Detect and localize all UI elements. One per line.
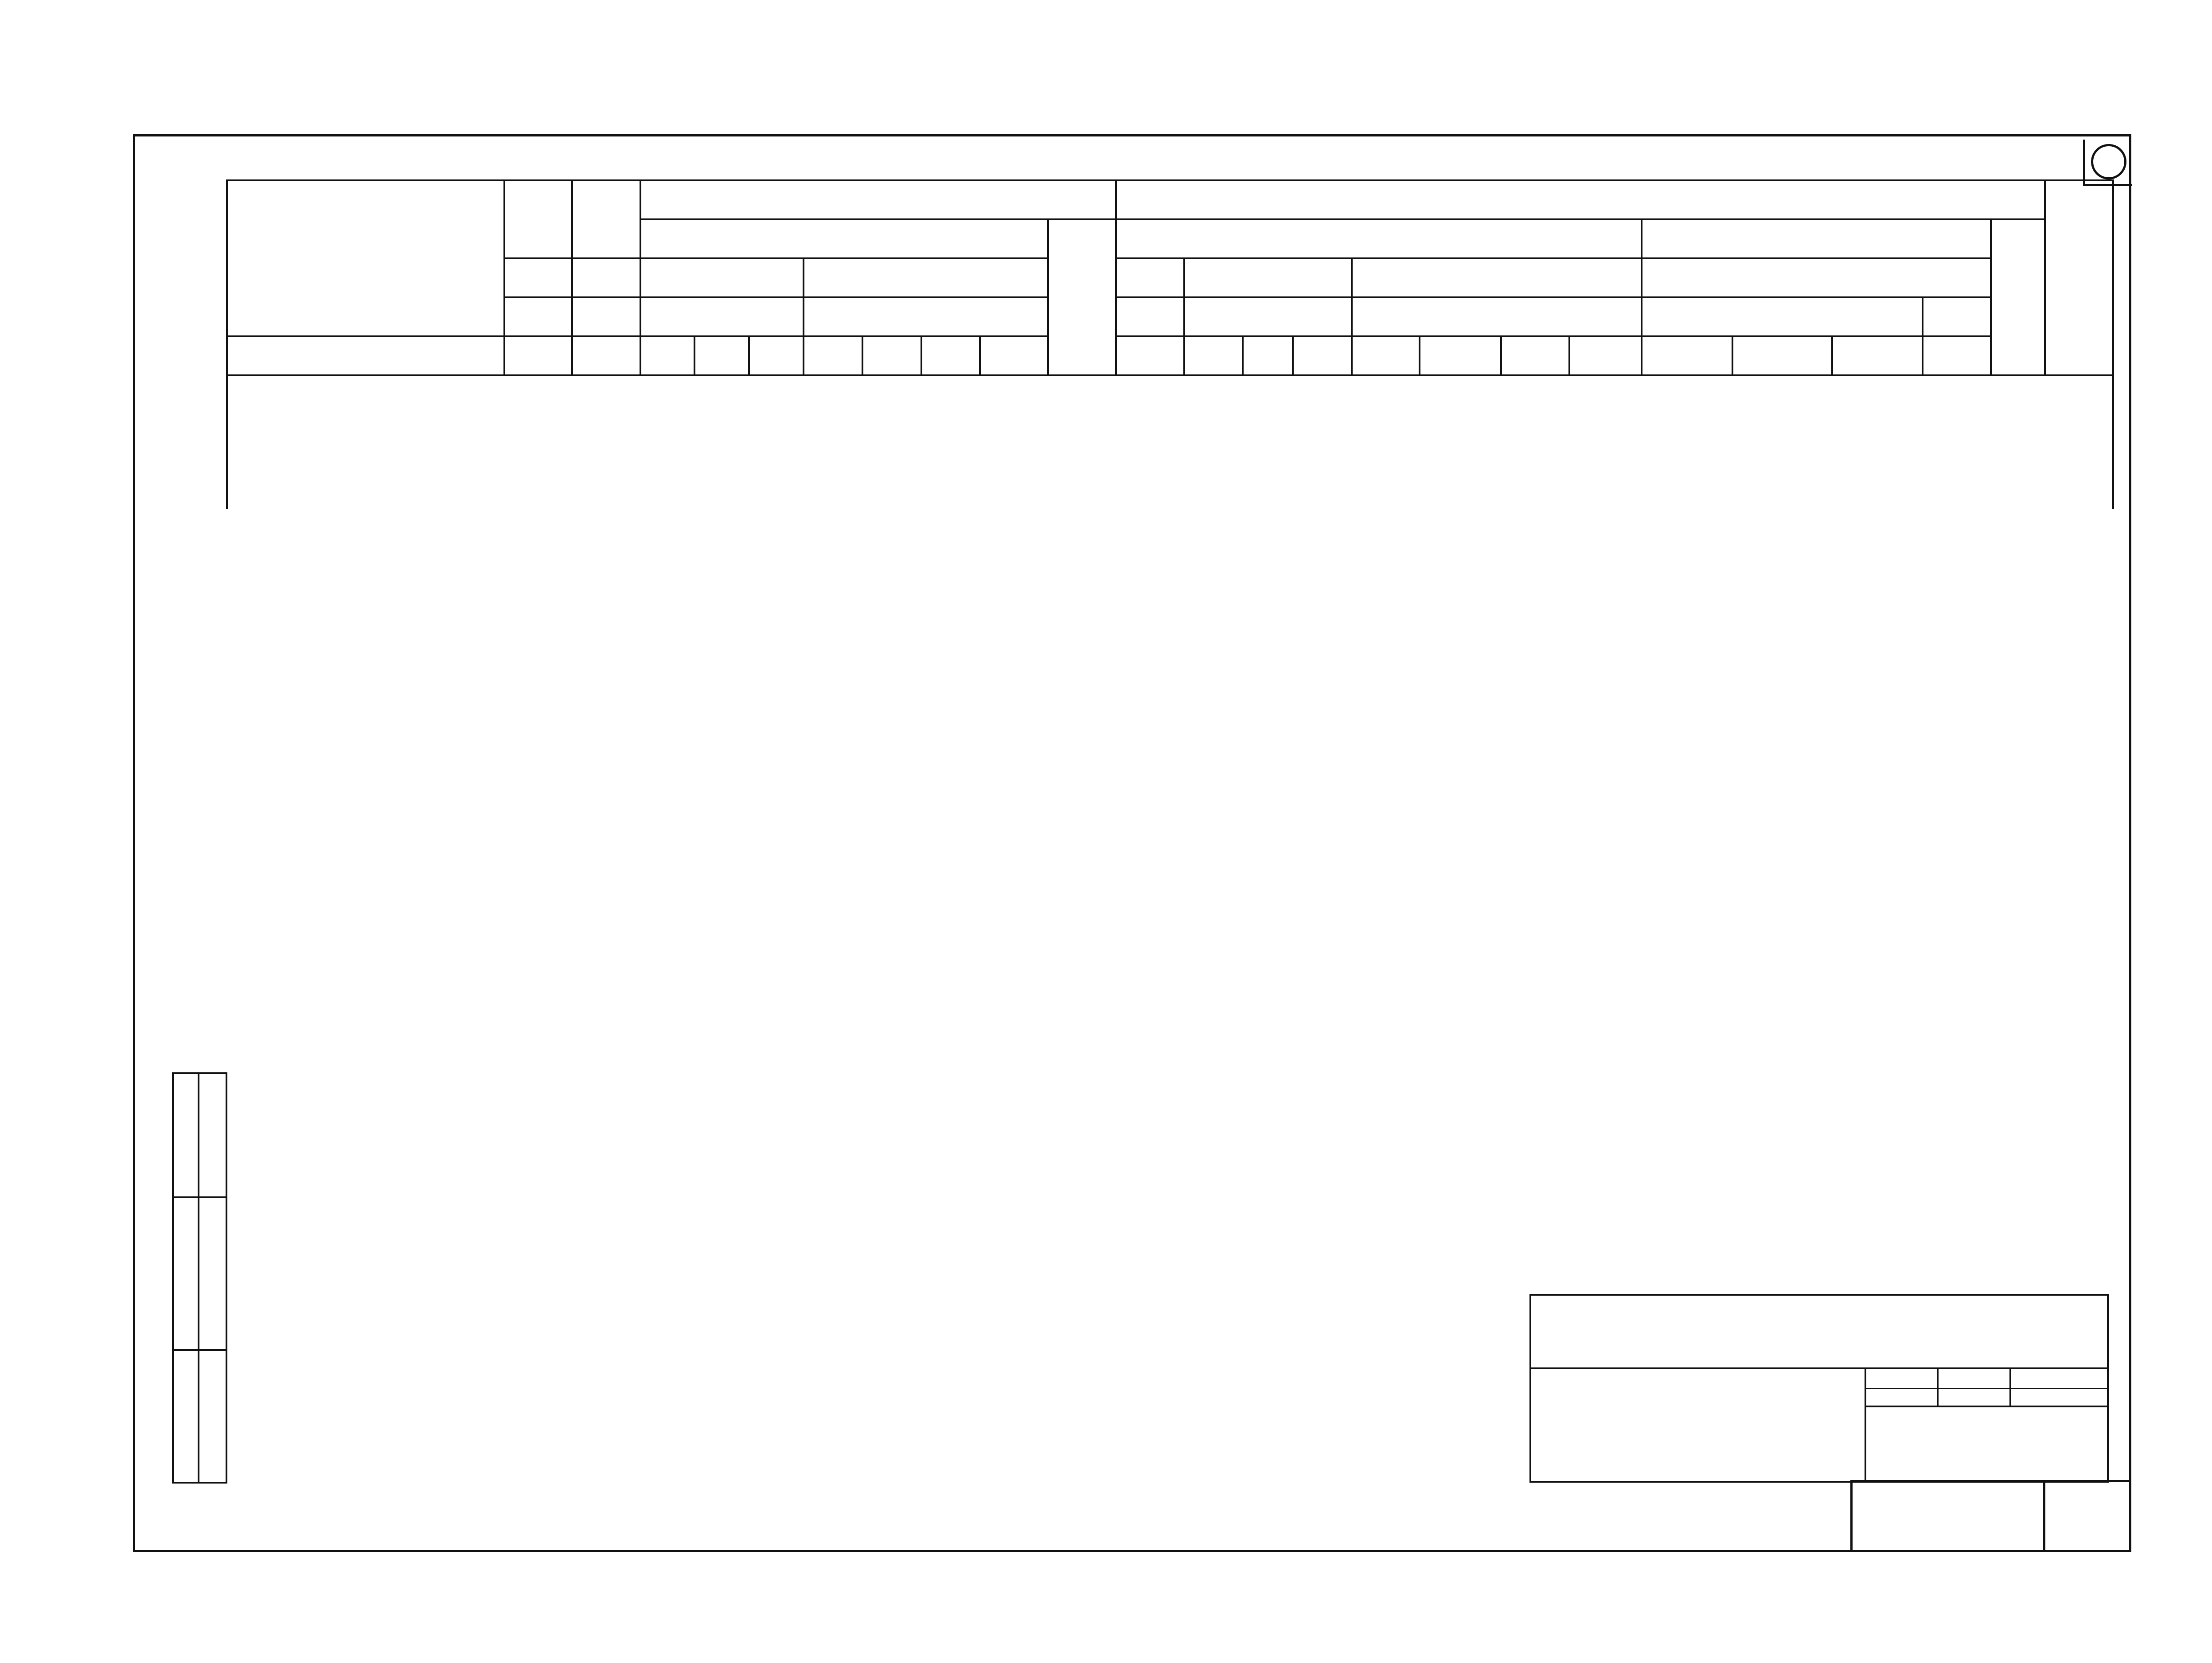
side-inv: [174, 1351, 226, 1482]
sheets-label: [2011, 1369, 2107, 1389]
stage-box: [1865, 1367, 2109, 1407]
col-total2: [1991, 219, 2045, 375]
col-total: [1048, 219, 1116, 375]
a2-header: [804, 258, 1048, 297]
sheet-label: [1939, 1369, 2011, 1389]
col-overall: [2045, 180, 2113, 375]
stage-value: [1866, 1388, 1939, 1407]
sub-e-d10: [1352, 336, 1420, 375]
sub-a2-d12: [862, 336, 921, 375]
sub-e-d6: [1184, 336, 1243, 375]
sub-e-total1: [1293, 336, 1352, 375]
tie-wire-unit: [572, 258, 640, 297]
embedded-class-header: [1116, 219, 1642, 258]
rolled-header: [1642, 219, 1990, 258]
document-code: [1529, 1294, 2109, 1369]
stage-label: [1866, 1369, 1939, 1389]
sub-a1-total: [749, 336, 804, 375]
sub-a1-d6: [640, 336, 695, 375]
emb-a2-gost: [1352, 297, 1642, 336]
emb-a1-gost: [1184, 297, 1352, 336]
b1-gost: [1116, 297, 1184, 336]
rolled-gost: [1642, 297, 1923, 336]
sub-s20: [1732, 336, 1832, 375]
tie-wire-gost: [572, 297, 640, 336]
pipe-gost: [1923, 297, 1990, 336]
sub-a2-total: [980, 336, 1048, 375]
sub-b1-d4: [1116, 336, 1184, 375]
organization: [1865, 1406, 2109, 1483]
document-title: [1529, 1367, 1866, 1483]
col-tie-wire: [572, 180, 640, 258]
sub-s10: [1642, 336, 1732, 375]
sub-e-d22: [1501, 336, 1569, 375]
sub-d5: [504, 336, 572, 375]
a2-gost: [804, 297, 1048, 336]
sub-a1-d8: [694, 336, 749, 375]
side-vzam: [174, 1074, 226, 1198]
sub-e-d14: [1243, 336, 1292, 375]
sheets-value: [2011, 1388, 2107, 1407]
sub-pipe: [1923, 336, 1990, 375]
group-embedded: [1116, 180, 2045, 219]
sub-e-d12: [1420, 336, 1501, 375]
bottom-code-box: [1850, 1480, 2130, 1551]
a1-gost: [640, 297, 804, 336]
sub-a2-d14: [921, 336, 980, 375]
emb-a1-header: [1184, 258, 1352, 297]
prestressed-gost: [504, 297, 572, 336]
reinf-class-header: [640, 219, 1048, 258]
steel-consumption-table: [226, 179, 2114, 509]
sheet-mark-number: [2091, 144, 2126, 179]
sub-rolled-total: [1832, 336, 1923, 375]
a1-header: [640, 258, 804, 297]
page-number: [2043, 1482, 2130, 1551]
side-podpis: [174, 1198, 226, 1351]
rolled-sub: [1642, 258, 1990, 297]
archive-code: [1853, 1482, 2045, 1551]
group-reinf-products: [640, 180, 1116, 219]
side-stamp: [172, 1072, 227, 1484]
prestressed-class: [504, 258, 572, 297]
sub-e-total2: [1569, 336, 1642, 375]
emb-a2-header: [1352, 258, 1642, 297]
b1-header: [1116, 258, 1184, 297]
col-prestressed: [504, 180, 572, 258]
table-footer-space: [227, 375, 2113, 509]
sub-blank: [227, 336, 504, 375]
sub-a2-d10: [804, 336, 862, 375]
title-block: [1222, 1294, 2109, 1484]
sub-d2: [572, 336, 640, 375]
col-element-mark: [227, 180, 504, 336]
sheet-value: [1939, 1388, 2011, 1407]
